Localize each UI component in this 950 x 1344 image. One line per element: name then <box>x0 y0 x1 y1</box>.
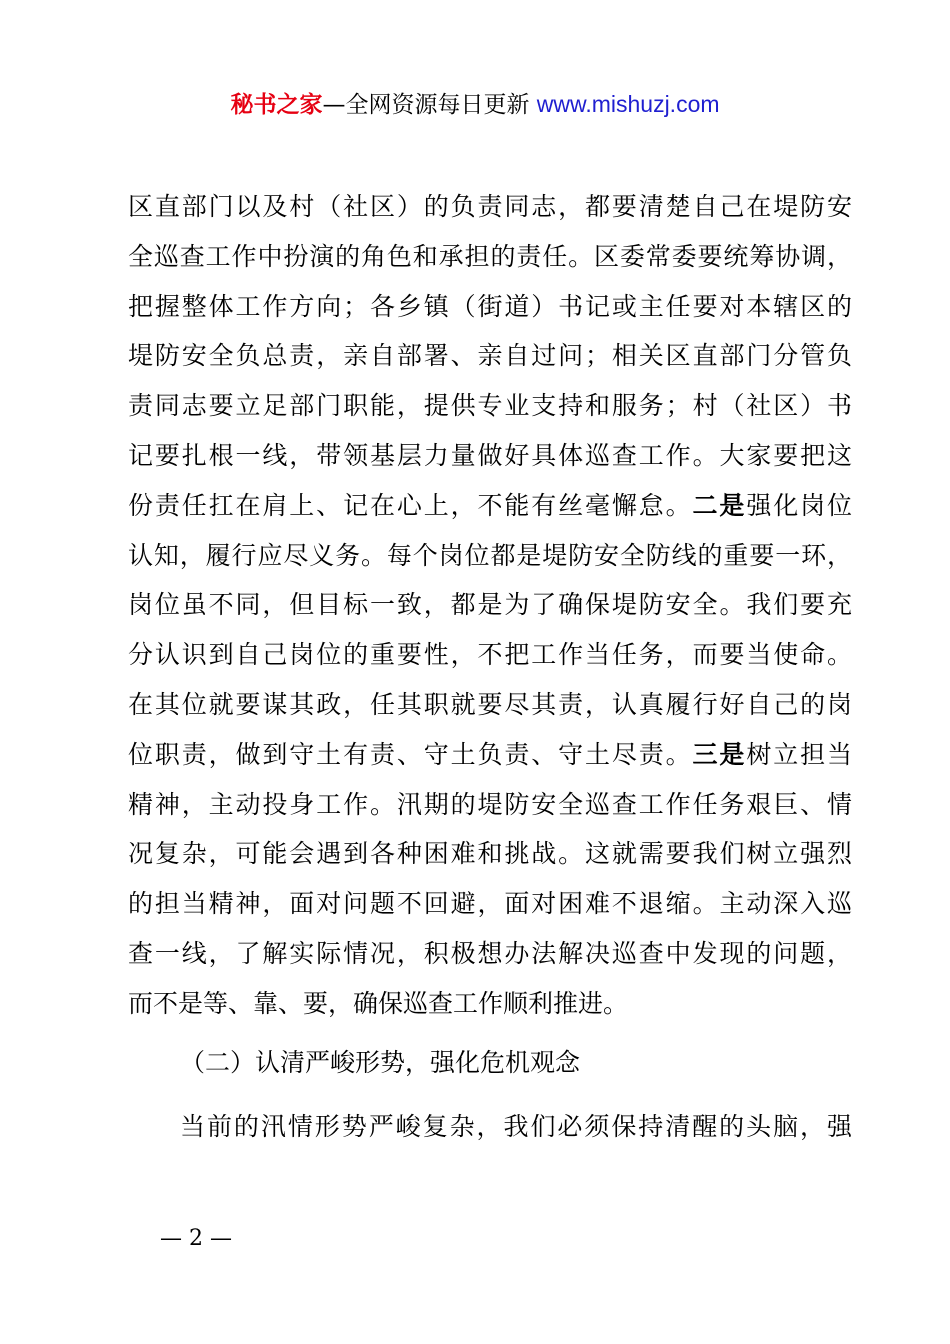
site-header <box>0 86 950 123</box>
text-line: 当前的汛情形势严峻复杂，我们必须保持清醒的头脑，强 <box>180 1112 852 1141</box>
text-line: 分认识到自己岗位的重要性，不把工作当任务，而要当使命。 <box>128 640 852 670</box>
text-line <box>128 730 852 780</box>
text-segment: 份责任扛在肩上、记在心上，不能有丝毫懈怠。 <box>128 490 693 520</box>
text-segment: 强化岗位 <box>746 490 852 520</box>
text-line: 精神，主动投身工作。汛期的堤防安全巡查工作任务艰巨、情 <box>128 789 852 819</box>
text-line: 全巡查工作中扮演的角色和承担的责任。区委常委要统筹协调， <box>128 241 852 271</box>
text-line: 堤防安全负总责，亲自部署、亲自过问；相关区直部门分管负 <box>128 341 852 371</box>
text-line <box>128 481 852 531</box>
paragraph-1 <box>128 182 852 1029</box>
site-url-link[interactable]: www.mishuzj.com <box>536 91 720 117</box>
text-line: 而不是等、靠、要，确保巡查工作顺利推进。 <box>128 988 629 1018</box>
text-segment: 位职责，做到守土有责、守土负责、守土尽责。 <box>128 739 693 769</box>
text-line: 把握整体工作方向；各乡镇（街道）书记或主任要对本辖区的 <box>128 291 852 321</box>
paragraph-2 <box>128 1102 852 1152</box>
text-line: 况复杂，可能会遇到各种困难和挑战。这就需要我们树立强烈 <box>128 839 852 869</box>
section-heading <box>128 1038 852 1088</box>
text-line: 的担当精神，面对问题不回避，面对困难不退缩。主动深入巡 <box>128 889 852 919</box>
bold-lead-term: 三是 <box>692 739 747 769</box>
bold-lead-term: 二是 <box>692 490 747 520</box>
header-tagline: —全网资源每日更新 <box>322 92 537 118</box>
text-line: 在其位就要谋其政，任其职就要尽其责，认真履行好自己的岗 <box>128 689 852 719</box>
page-number: — 2 — <box>160 1226 232 1251</box>
text-line: 区直部门以及村（社区）的负责同志，都要清楚自己在堤防安 <box>128 192 852 221</box>
section-heading-text: （二）认清严峻形势，强化危机观念 <box>180 1048 581 1077</box>
text-line: 责同志要立足部门职能，提供专业支持和服务；村（社区）书 <box>128 391 852 421</box>
text-line: 认知，履行应尽义务。每个岗位都是堤防安全防线的重要一环， <box>128 540 852 570</box>
text-line: 岗位虽不同，但目标一致，都是为了确保堤防安全。我们要充 <box>128 590 852 620</box>
brand-name: 秘书之家 <box>230 92 323 118</box>
text-line: 查一线，了解实际情况，积极想办法解决巡查中发现的问题， <box>128 938 852 968</box>
text-segment: 树立担当 <box>746 739 852 769</box>
text-line: 记要扎根一线，带领基层力量做好具体巡查工作。大家要把这 <box>128 440 852 470</box>
